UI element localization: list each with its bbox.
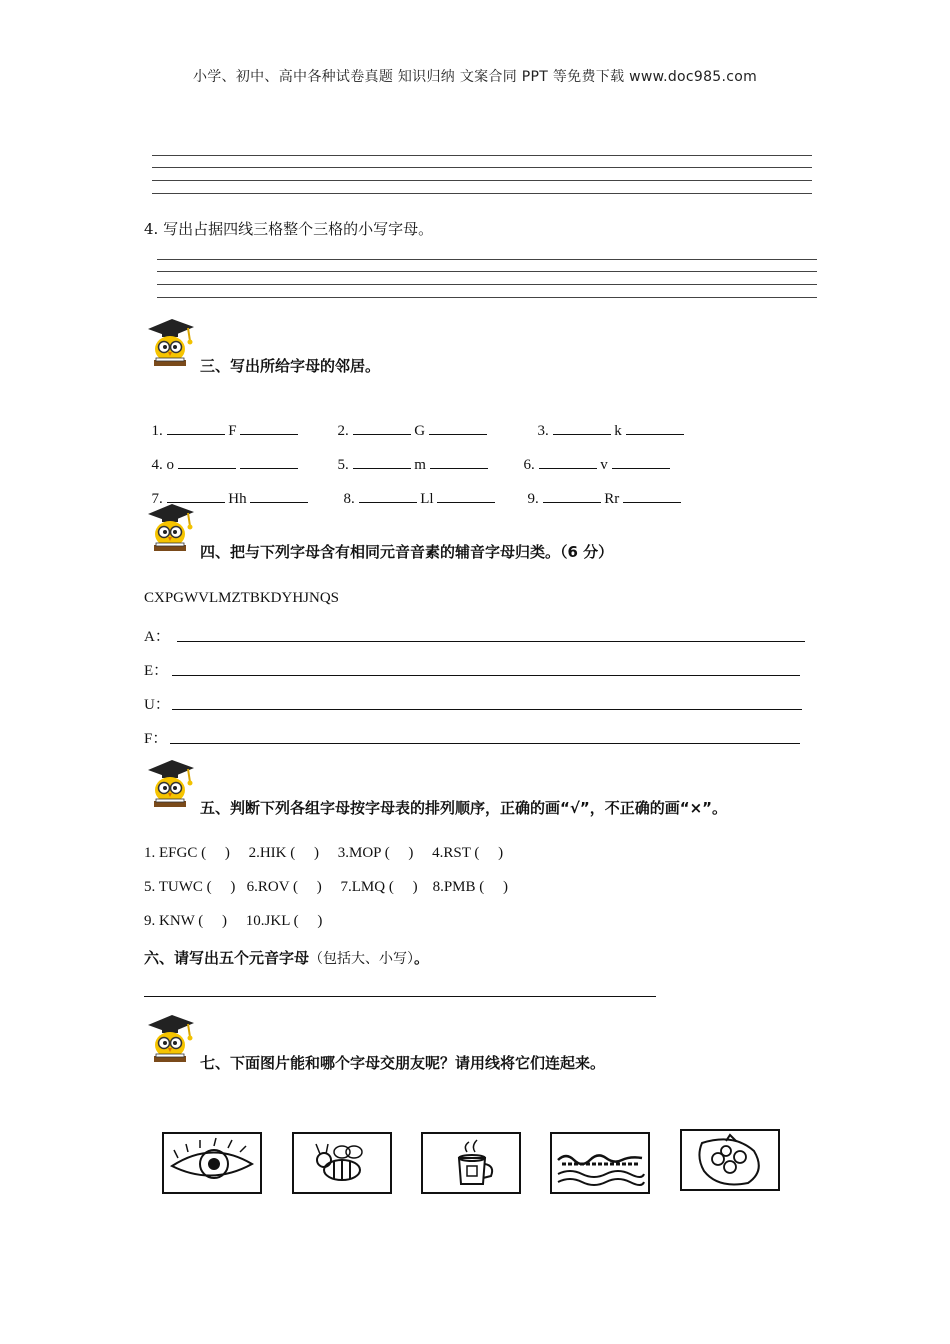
sea-waves-icon: [552, 1134, 648, 1192]
neighbor-row-3: 7. Hh: [144, 472, 308, 508]
answer-blank[interactable]: [539, 455, 597, 469]
owl-mascot-icon: [144, 317, 196, 369]
answer-blank[interactable]: [553, 421, 611, 435]
owl-mascot-icon: [144, 1013, 196, 1065]
answer-blank[interactable]: [359, 489, 417, 503]
section-6-title: 六、请写出五个元音字母（包括大、小写）。: [144, 949, 430, 967]
section-5-title: 五、判断下列各组字母按字母表的排列顺序，正确的画“√”，不正确的画“×”。: [200, 799, 728, 817]
bee-icon: [294, 1134, 390, 1192]
neighbor-row-2: 4. o: [144, 438, 298, 474]
answer-blank[interactable]: [623, 489, 681, 503]
section-3-title: 三、写出所给字母的邻居。: [200, 357, 381, 375]
section-7-title: 七、下面图片能和哪个字母交朋友呢？请用线将它们连起来。: [200, 1054, 606, 1072]
group-label-a: A：: [144, 629, 170, 645]
picture-peas[interactable]: [680, 1129, 780, 1191]
picture-bee[interactable]: [292, 1132, 392, 1194]
answer-blank[interactable]: [430, 455, 488, 469]
question-4: 4. 写出占据四线三格整个三格的小写字母。: [144, 220, 434, 238]
letter-list: CXPGWVLMZTBKDYHJNQS: [144, 590, 340, 606]
order-row-2[interactable]: 5. TUWC ( ) 6.ROV ( ) 7.LMQ ( ) 8.PMB ( ): [144, 879, 509, 895]
owl-mascot-icon: [144, 758, 196, 810]
writing-lines-2[interactable]: [157, 259, 817, 299]
tea-cup-icon: [423, 1134, 519, 1192]
group-u-answer-line[interactable]: [172, 709, 802, 710]
answer-blank[interactable]: [353, 421, 411, 435]
answer-blank[interactable]: [612, 455, 670, 469]
group-e-answer-line[interactable]: [172, 675, 800, 676]
section-4-title: 四、把与下列字母含有相同元音音素的辅音字母归类。（6 分）: [200, 543, 614, 561]
neighbor-row-2b: 5. m: [330, 438, 488, 474]
answer-blank[interactable]: [543, 489, 601, 503]
page-header: 小学、初中、高中各种试卷真题 知识归纳 文案合同 PPT 等免费下载 www.doc985.com: [192, 69, 758, 85]
neighbor-row-1c: 3. k: [530, 404, 684, 440]
group-label-u: U：: [144, 697, 170, 713]
answer-blank[interactable]: [437, 489, 495, 503]
eye-icon: [164, 1134, 260, 1192]
neighbor-row-1b: 2. G: [330, 404, 487, 440]
writing-lines-1: [152, 155, 812, 195]
group-label-f: F：: [144, 731, 168, 747]
answer-blank[interactable]: [178, 455, 236, 469]
peas-pod-icon: [682, 1131, 778, 1189]
neighbor-row-3b: 8. Ll: [336, 472, 495, 508]
picture-eye[interactable]: [162, 1132, 262, 1194]
answer-blank[interactable]: [250, 489, 308, 503]
answer-blank[interactable]: [429, 421, 487, 435]
neighbor-row-3c: 9. Rr: [520, 472, 681, 508]
answer-blank[interactable]: [167, 489, 225, 503]
answer-blank[interactable]: [167, 421, 225, 435]
answer-blank[interactable]: [240, 455, 298, 469]
vowels-answer-line[interactable]: [144, 996, 656, 997]
neighbor-row-2c: 6. v: [516, 438, 670, 474]
order-row-3[interactable]: 9. KNW ( ) 10.JKL ( ): [144, 913, 323, 929]
group-a-answer-line[interactable]: [177, 641, 805, 642]
group-label-e: E：: [144, 663, 169, 679]
picture-sea[interactable]: [550, 1132, 650, 1194]
answer-blank[interactable]: [240, 421, 298, 435]
neighbor-row-1: 1. F: [144, 404, 298, 440]
answer-blank[interactable]: [353, 455, 411, 469]
group-f-answer-line[interactable]: [170, 743, 800, 744]
picture-cup[interactable]: [421, 1132, 521, 1194]
owl-mascot-icon: [144, 502, 196, 554]
answer-blank[interactable]: [626, 421, 684, 435]
order-row-1[interactable]: 1. EFGC ( ) 2.HIK ( ) 3.MOP ( ) 4.RST ( ): [144, 845, 504, 861]
